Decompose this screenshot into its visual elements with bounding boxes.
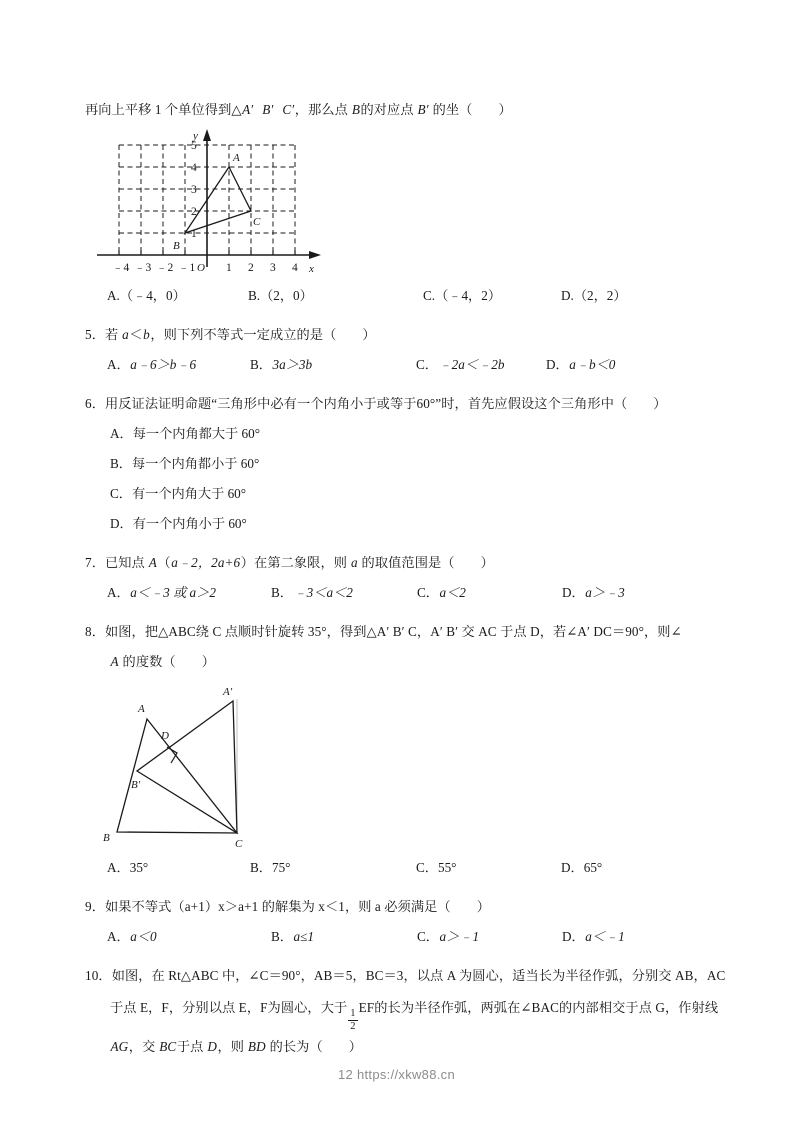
question-7 [85,548,733,608]
question-9 [85,892,733,952]
q4-text-mid: ，那么点 [294,102,352,117]
q6-stem [85,389,733,419]
q9-stem-text: 如果不等式（a+1）x＞a+1 的解集为 x＜1，则 a 必须满足（ [104,899,451,914]
q7-option-c[interactable] [417,578,562,608]
q6-option-d-key: D． [110,516,133,531]
q6-option-d[interactable] [110,509,733,539]
question-8 [85,617,733,883]
q5-option-a-key: A． [107,357,130,372]
q5-option-b[interactable] [250,350,416,380]
q9-number: 9． [85,899,105,914]
q7-coords: a﹣2，2a+6 [171,555,241,570]
q9-option-a-key: A． [107,929,130,944]
y-tick-3: 3 [191,184,197,196]
q10-line3-b: ，交 [128,1039,159,1055]
q4-option-b-key: B. [248,288,261,303]
q4-sym-b: B′ [262,102,274,117]
q10-seg-bc: BC [159,1039,177,1055]
q7-stem-1: 已知点 [104,555,149,570]
q9-option-b-key: B． [271,929,293,944]
q7-number: 7． [85,555,105,570]
q8-stem-text: 如图，把△ABC绕 C 点顺时针旋转 35°，得到△A′ B′ C，A′ B′ 交 AC 于点 D，若∠A′ DC＝90°，则∠ [104,624,682,639]
q4-option-c[interactable] [423,281,561,311]
q10-stem-line2 [110,991,733,1032]
q9-stem [85,892,733,922]
q4-option-c-key: C. [423,288,436,303]
geo-label-b-prime: B′ [131,779,141,791]
q4-option-c-value: （﹣4，2） [435,288,502,303]
q5-option-a[interactable] [107,350,250,380]
x-tick-neg3: ﹣3 [134,262,152,274]
q8-stem-line2-text: 的度数（ [119,654,176,669]
vertex-label-b: B [173,240,180,252]
q4-point-b: B [351,102,360,117]
geo-label-a-prime: A′ [223,686,233,698]
q6-paren-close: ） [653,396,667,411]
x-tick-neg2: ﹣2 [156,262,174,274]
q9-option-a[interactable] [107,922,271,952]
fraction-denominator: 2 [350,1020,356,1032]
q6-option-d-text: 有一个内角小于 60° [132,516,247,531]
q9-options [107,922,733,952]
q9-option-b[interactable] [271,922,417,952]
geo-label-b: B [103,832,110,844]
question-6 [85,389,733,539]
q10-seg-ag: AG [110,1039,129,1055]
q9-option-d-key: D． [562,929,585,944]
q10-line3-h: 的长为（ [266,1039,323,1055]
q4-text-after: 的坐（ [429,102,473,117]
q8-option-a-key: A． [107,860,130,875]
q10-line3-d: 于点 [176,1039,207,1055]
q5-option-d[interactable] [546,350,616,380]
q6-option-c-key: C． [110,486,132,501]
q10-paren-close: ） [348,1039,363,1055]
fraction-one-half [348,1008,357,1032]
q10-number: 10． [85,968,112,983]
q5-option-c-expr: ﹣2a＜﹣2b [438,357,505,372]
q8-stem-line2 [110,647,733,677]
q5-option-d-expr: a﹣b＜0 [569,357,616,372]
q9-option-c-expr: a＞﹣1 [439,929,480,944]
q10-stem-line3 [110,1032,733,1062]
q8-option-a-value: 35° [129,860,149,875]
q7-option-c-key: C． [417,585,439,600]
q8-stem-line1 [85,617,733,647]
q5-option-b-expr: 3a＞3b [272,357,313,372]
q4-point-b-prime: B′ [417,102,429,117]
q8-paren-close: ） [201,654,215,669]
right-angle-mark [167,747,177,763]
x-tick-neg4: ﹣4 [112,262,130,274]
q5-option-c-key: C． [416,357,438,372]
q7-stem-4: 的取值范围是（ [358,555,455,570]
x-tick-2: 2 [248,262,254,274]
q5-stem-1: 若 [104,327,122,342]
q10-line2-before-fraction: 于点 E，F，分别以点 E，F为圆心，大于 [110,1000,348,1015]
q5-option-c[interactable] [416,350,546,380]
q4-option-d-value: （2，2） [573,288,627,303]
q5-option-a-expr: a﹣6＞b﹣6 [130,357,197,372]
q8-option-b-value: 75° [271,860,291,875]
q5-number: 5． [85,327,105,342]
x-axis-arrow [309,251,321,259]
geo-label-a: A [138,703,145,715]
question-4-options [107,281,733,311]
q8-option-a[interactable] [107,853,250,883]
q7-var-a: a [350,555,358,570]
rotated-triangle-svg [95,681,335,851]
q4-option-b-value: （2，0） [260,288,313,303]
q7-stem [85,548,733,578]
q9-paren-close: ） [476,899,491,914]
q4-option-a-value: （﹣4，0） [119,288,186,303]
q7-stem-3: ）在第二象限，则 [240,555,351,570]
q7-option-a[interactable] [107,578,271,608]
cartesian-grid-svg [93,127,325,279]
q10-line3-f: ，则 [217,1039,248,1055]
q9-option-a-expr: a＜0 [130,929,157,944]
q9-option-d-expr: a＜﹣1 [585,929,625,944]
y-tick-4: 4 [191,162,197,174]
q8-option-c-key: C． [416,860,438,875]
q4-text-mid2: 的对应点 [360,102,418,117]
q6-option-a-key: A． [110,426,133,441]
x-tick-4: 4 [292,262,298,274]
q9-option-b-expr: a≤1 [293,929,314,944]
origin-label: O [197,262,205,274]
q8-option-b-key: B． [250,860,272,875]
q4-paren-close: ） [498,102,512,117]
q7-option-d[interactable] [562,578,625,608]
question-10 [85,961,733,1062]
q5-stem [85,320,733,350]
q8-option-b[interactable] [250,853,416,883]
q6-option-b[interactable] [110,449,733,479]
question-5 [85,320,733,380]
vertex-label-c: C [253,216,261,228]
q5-var-b: b [143,327,150,342]
q10-point-d: D [207,1039,217,1055]
q9-option-d[interactable] [562,922,625,952]
geo-label-d: D [161,730,169,742]
q10-seg-bd: BD [247,1039,266,1055]
page-footer: 12 https://xkw88.cn [338,1067,455,1082]
y-tick-1: 1 [191,228,197,240]
q6-option-a-text: 每一个内角都大于 60° [132,426,260,441]
y-axis-label: y [193,130,198,142]
question-4-continuation [85,95,733,125]
q4-option-b[interactable] [248,281,423,311]
q4-option-d[interactable] [561,281,627,311]
q4-sym-c: C′ [282,102,295,117]
q8-option-d-key: D． [561,860,584,875]
q7-option-a-key: A． [107,585,130,600]
q4-option-a[interactable] [107,281,248,311]
q5-var-a: a [122,327,129,342]
geo-label-c: C [235,838,243,850]
y-axis-arrow [203,129,211,141]
q5-option-d-key: D． [546,357,569,372]
q5-paren-close: ） [362,327,376,342]
q7-option-d-expr: a＞﹣3 [585,585,625,600]
y-tick-2: 2 [191,206,197,218]
question-4-figure [93,127,325,279]
q8-option-c[interactable] [416,853,561,883]
x-tick-neg1: ﹣1 [178,262,196,274]
q8-options [107,853,733,883]
q10-line1-text: 如图，在 Rt△ABC 中，∠C＝90°，AB＝5，BC＝3，以点 A 为圆心，适当长为半径作弧，分别交 AB，AC [111,968,726,983]
q7-option-b-key: B． [271,585,293,600]
q7-point-a: A [148,555,157,570]
question-8-figure [95,681,335,851]
q6-option-b-text: 每一个内角都小于 60° [131,456,260,471]
q6-option-a[interactable] [110,419,733,449]
q10-stem-line1 [85,961,733,991]
q6-number: 6． [85,396,105,411]
q7-option-d-key: D． [562,585,585,600]
q6-option-c-text: 有一个内角大于 60° [131,486,247,501]
triangle-abc-original [117,719,237,833]
q8-option-d[interactable] [561,853,602,883]
q7-paren-close: ） [480,555,494,570]
y-tick-5: 5 [191,140,197,152]
q9-option-c[interactable] [417,922,562,952]
x-tick-3: 3 [270,262,276,274]
q10-line2-after-fraction: EF的长为半径作弧，两弧在∠BAC的内部相交于点 G，作射线 [358,1000,719,1015]
q6-option-c[interactable] [110,479,733,509]
triangle-abc [185,167,251,233]
q5-stem-3: ，则下列不等式一定成立的是（ [150,327,337,342]
x-axis-label: x [309,263,314,275]
q7-option-c-expr: a＜2 [439,585,466,600]
q4-option-d-key: D. [561,288,574,303]
q8-option-d-value: 65° [583,860,603,875]
q4-text-before: 再向上平移 1 个单位得到△ [85,102,242,117]
q4-option-a-key: A. [107,288,120,303]
q7-paren-open: （ [157,555,171,570]
q5-options [107,350,733,380]
x-tick-1: 1 [226,262,232,274]
q8-angle-a: A [110,654,119,669]
q7-option-b[interactable] [271,578,417,608]
q7-options [107,578,733,608]
q9-option-c-key: C． [417,929,439,944]
q7-option-a-expr: a＜﹣3 或 a＞2 [130,585,216,600]
q5-lt: ＜ [129,327,143,342]
q6-option-b-key: B． [110,456,132,471]
vertex-label-a: A [233,152,240,164]
q8-number: 8． [85,624,105,639]
q4-sym-a: A′ [242,102,254,117]
q8-option-c-value: 55° [437,860,457,875]
q5-option-b-key: B． [250,357,272,372]
q7-option-b-expr: ﹣3＜a＜2 [293,585,353,600]
fraction-numerator: 1 [350,1008,356,1020]
q6-stem-text: 用反证法证明命题“三角形中必有一个内角小于或等于60°”时，首先应假设这个三角形中（ [104,396,628,411]
